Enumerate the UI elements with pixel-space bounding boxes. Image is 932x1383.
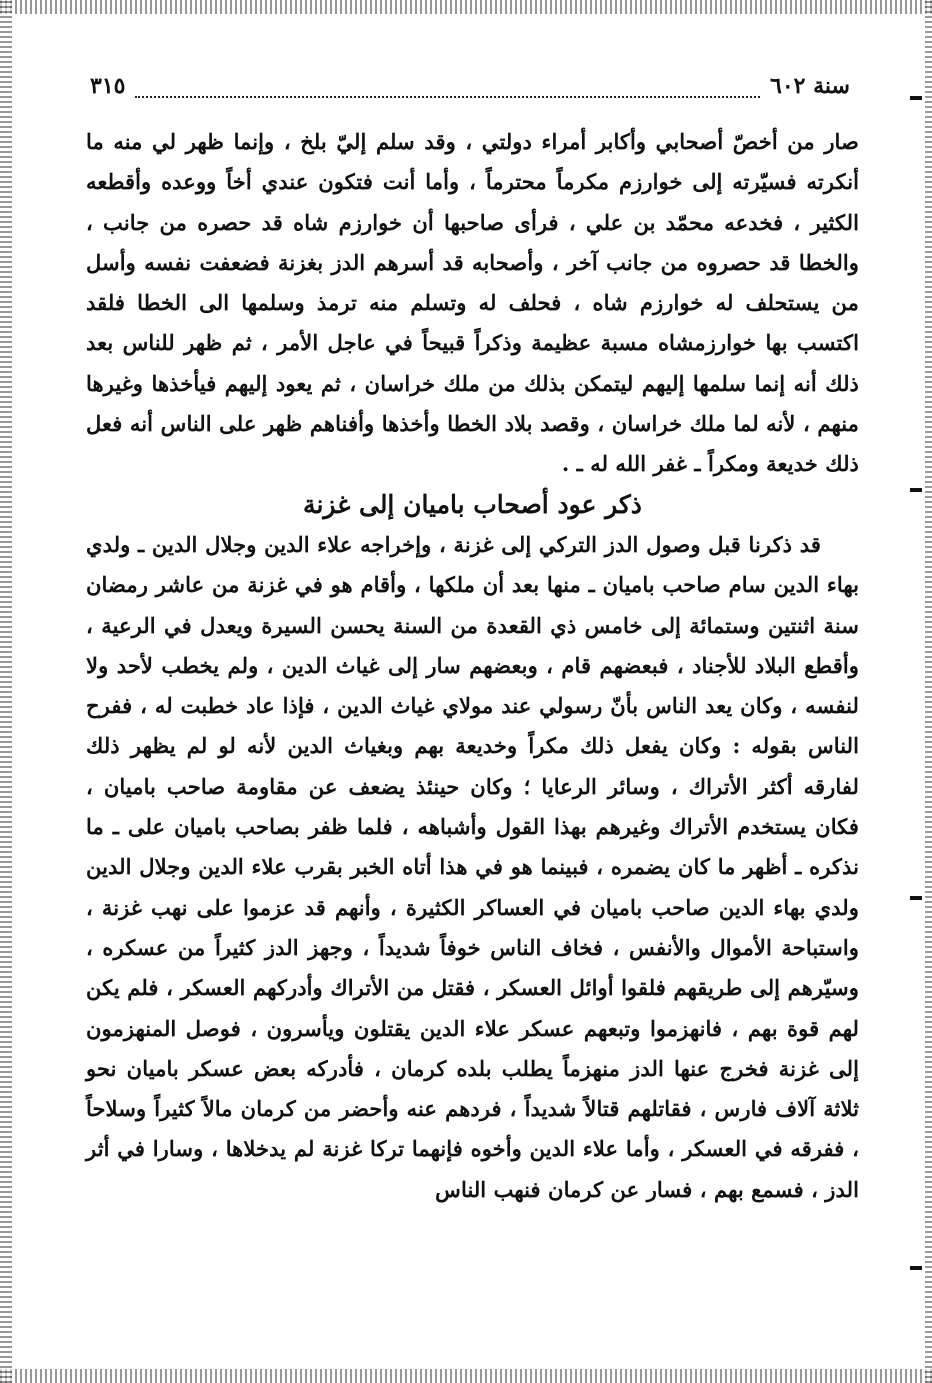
margin-tick-mark [910, 896, 922, 900]
header-dotted-leader [135, 82, 760, 98]
header-year: سنة ٦٠٢ [770, 73, 850, 99]
decorative-border-bottom [0, 1369, 932, 1383]
page-number: ٣١٥ [90, 73, 126, 99]
page-body [86, 122, 859, 1210]
margin-tick-mark [910, 96, 922, 100]
paragraph-1: صار من أخصّ أصحابي وأكابر أمراء دولتي ، وقد سلم إليّ بلخ ، وإنما ظهر لي منه ما أنكرته فسيّرته إلى خوارزم مكرماً محترماً ، وأما أنت فتكون عندي أخاً ووعده وأقطعه الكثير ، فخدعه محمّد بن علي ، فرأى صاحبها أن خوارزم شاه قد حصره من جانب ، والخطا قد حصروه من جانب آخر ، وأصحابه قد أسرهم الدز بغزنة فضعفت نفسه وأسل من يستحلف له خوارزم شاه ، فحلف له وتسلم منه ترمذ وسلمها الى الخطا فلقد اكتسب بها خوارزمشاه مسبة عظيمة وذكراً قبيحاً في عاجل الأمر ، ثم ظهر للناس بعد ذلك أنه إنما سلمها إليهم ليتمكن بذلك من ملك خراسان ، ثم يعود إليهم فيأخذها وغيرها منهم ، لأنه لما ملك خراسان ، وقصد بلاد الخطا وأخذها وأفناهم ظهر على الناس أنه فعل ذلك خديعة ومكراً ـ غفر الله له ـ . [86, 129, 859, 477]
margin-tick-mark [910, 488, 922, 492]
margin-tick-mark [910, 1266, 922, 1270]
decorative-border-right [925, 0, 932, 1383]
running-header [90, 66, 850, 106]
decorative-border-left [0, 0, 12, 1383]
section-title: ذكر عود أصحاب باميان إلى غزنة [303, 489, 642, 519]
decorative-border-top [0, 0, 932, 14]
paragraph-2: قد ذكرنا قبل وصول الدز التركي إلى غزنة ، وإخراجه علاء الدين وجلال الدين ـ ولدي بهاء الدين سام صاحب باميان ـ منها بعد أن ملكها ، وأقام هو في غزنة من عاشر رمضان سنة اثنتين وستمائة إلى خامس ذي القعدة من السنة يحسن السيرة ويعدل في الرعية ، وأقطع البلاد للأجناد ، فبعضهم قام ، وبعضهم سار إلى غياث الدين ، ولم يخطب لأحد ولا لنفسه ، وكان يعد الناس بأنّ رسولي عند مولاي غياث الدين ، فإذا عاد خطبت له ، ففرح الناس بقوله : وكان يفعل ذلك مكراً وخديعة بهم وبغياث الدين لأنه لو لم يظهر ذلك لفارقه أكثر الأتراك ، وسائر الرعايا ؛ وكان حينئذ يضعف عن مقاومة صاحب باميان ، فكان يستخدم الأتراك وغيرهم بهذا القول وأشباهه ، فلما ظفر بصاحب باميان على ـ ما نذكره ـ أظهر ما كان يضمره ، فبينما هو في هذا أتاه الخبر بقرب علاء الدين وجلال الدين ولدي بهاء الدين صاحب باميان في العساكر الكثيرة ، وأنهم قد عزموا على نهب غزنة ، واستباحة الأموال والأنفس ، فخاف الناس خوفاً شديداً ، وجهز الدز كثيراً من عسكره ، وسيّرهم إلى طريقهم فلقوا أوائل العسكر ، فقتل من الأتراك وأدركهم العسكر ، فلم يكن لهم قوة بهم ، فانهزموا وتبعهم عسكر علاء الدين يقتلون ويأسرون ، فوصل المنهزمون إلى غزنة فخرج عنها الدز منهزماً يطلب بلده كرمان ، فأدركه بعض عسكر باميان نحو ثلاثة آلاف فارس ، فقاتلهم قتالاً شديداً ، فردهم عنه وأحضر من كرمان مالاً كثيراً وسلاحاً ، ففرقه في العسكر ، وأما علاء الدين وأخوه فإنهما تركا غزنة لم يدخلاها ، وسارا في أثر الدز ، فسمع بهم ، فسار عن كرمان فنهب الناس [86, 531, 859, 1202]
